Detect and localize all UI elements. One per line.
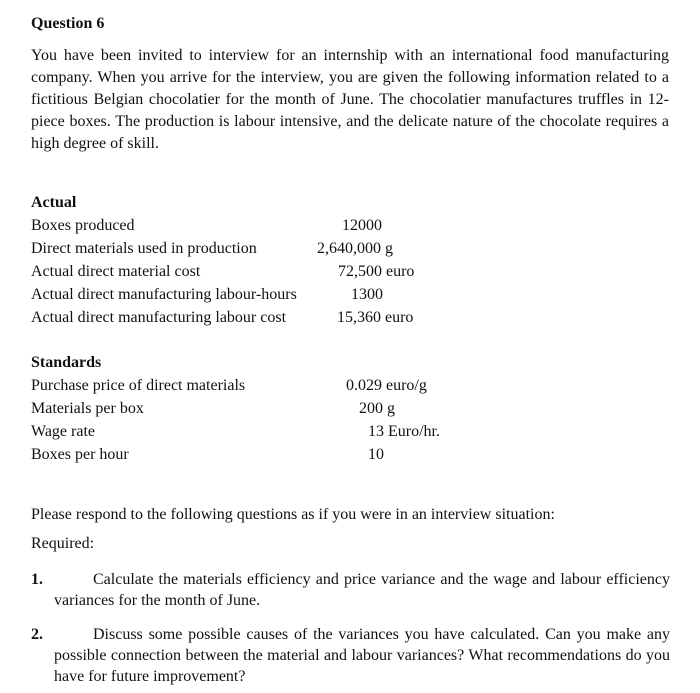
row-value: 2,640,000 g (317, 240, 393, 257)
row-label: Actual direct manufacturing labour-hours (31, 286, 297, 303)
standards-heading: Standards (31, 354, 102, 371)
row-label: Wage rate (31, 423, 95, 440)
question-text: Calculate the materials efficiency and price variance and the wage and labour efficiency variances for the month of June. (54, 571, 670, 609)
instruction-text: Please respond to the following questions as if you were in an interview situation: (31, 506, 555, 523)
standards-row-wage-rate (31, 421, 631, 443)
row-label: Materials per box (31, 400, 144, 417)
row-value: 10 (368, 446, 384, 463)
row-label: Direct materials used in production (31, 240, 257, 257)
standards-row-materials-per-box (31, 398, 631, 420)
row-label: Boxes produced (31, 217, 135, 234)
row-value: 1300 (351, 286, 383, 303)
question-title: Question 6 (31, 15, 105, 32)
row-value: 0.029 euro/g (346, 377, 427, 394)
row-value: 13 Euro/hr. (368, 423, 440, 440)
actual-row-boxes-produced (31, 215, 631, 237)
question-item-1 (31, 569, 670, 611)
row-label: Actual direct manufacturing labour cost (31, 309, 287, 326)
row-label: Actual direct material cost (31, 263, 201, 280)
actual-row-direct-materials-used (31, 238, 631, 260)
standards-row-boxes-per-hour (31, 444, 631, 466)
standards-row-purchase-price (31, 375, 631, 397)
row-label: Boxes per hour (31, 446, 129, 463)
row-value: 200 g (359, 400, 395, 417)
question-item-2 (31, 624, 670, 687)
actual-row-labour-cost (31, 307, 631, 329)
actual-row-direct-material-cost (31, 261, 631, 283)
row-label: Purchase price of direct materials (31, 377, 246, 394)
row-value: 12000 (342, 217, 382, 234)
actual-heading: Actual (31, 194, 77, 211)
row-value: 72,500 euro (338, 263, 415, 280)
row-value: 15,360 euro (337, 309, 414, 326)
question-number: 2. (31, 626, 43, 643)
intro-paragraph: You have been invited to interview for an internship with an international food manufacturing company. When you arrive for the interview, you are given the following information related to a fictitious Belgian chocolatier for the month of June. The chocolatier manufactures truffles in 12-piece boxes. The production is labour intensive, and the delicate nature of the chocolate requires a high degree of skill. (31, 47, 669, 152)
question-number: 1. (31, 571, 43, 588)
question-text: Discuss some possible causes of the variances you have calculated. Can you make any possible connection between the material and labour variances? What recommendations do you have for future improvement? (54, 626, 670, 685)
actual-row-labour-hours (31, 284, 631, 306)
required-label: Required: (31, 535, 95, 552)
